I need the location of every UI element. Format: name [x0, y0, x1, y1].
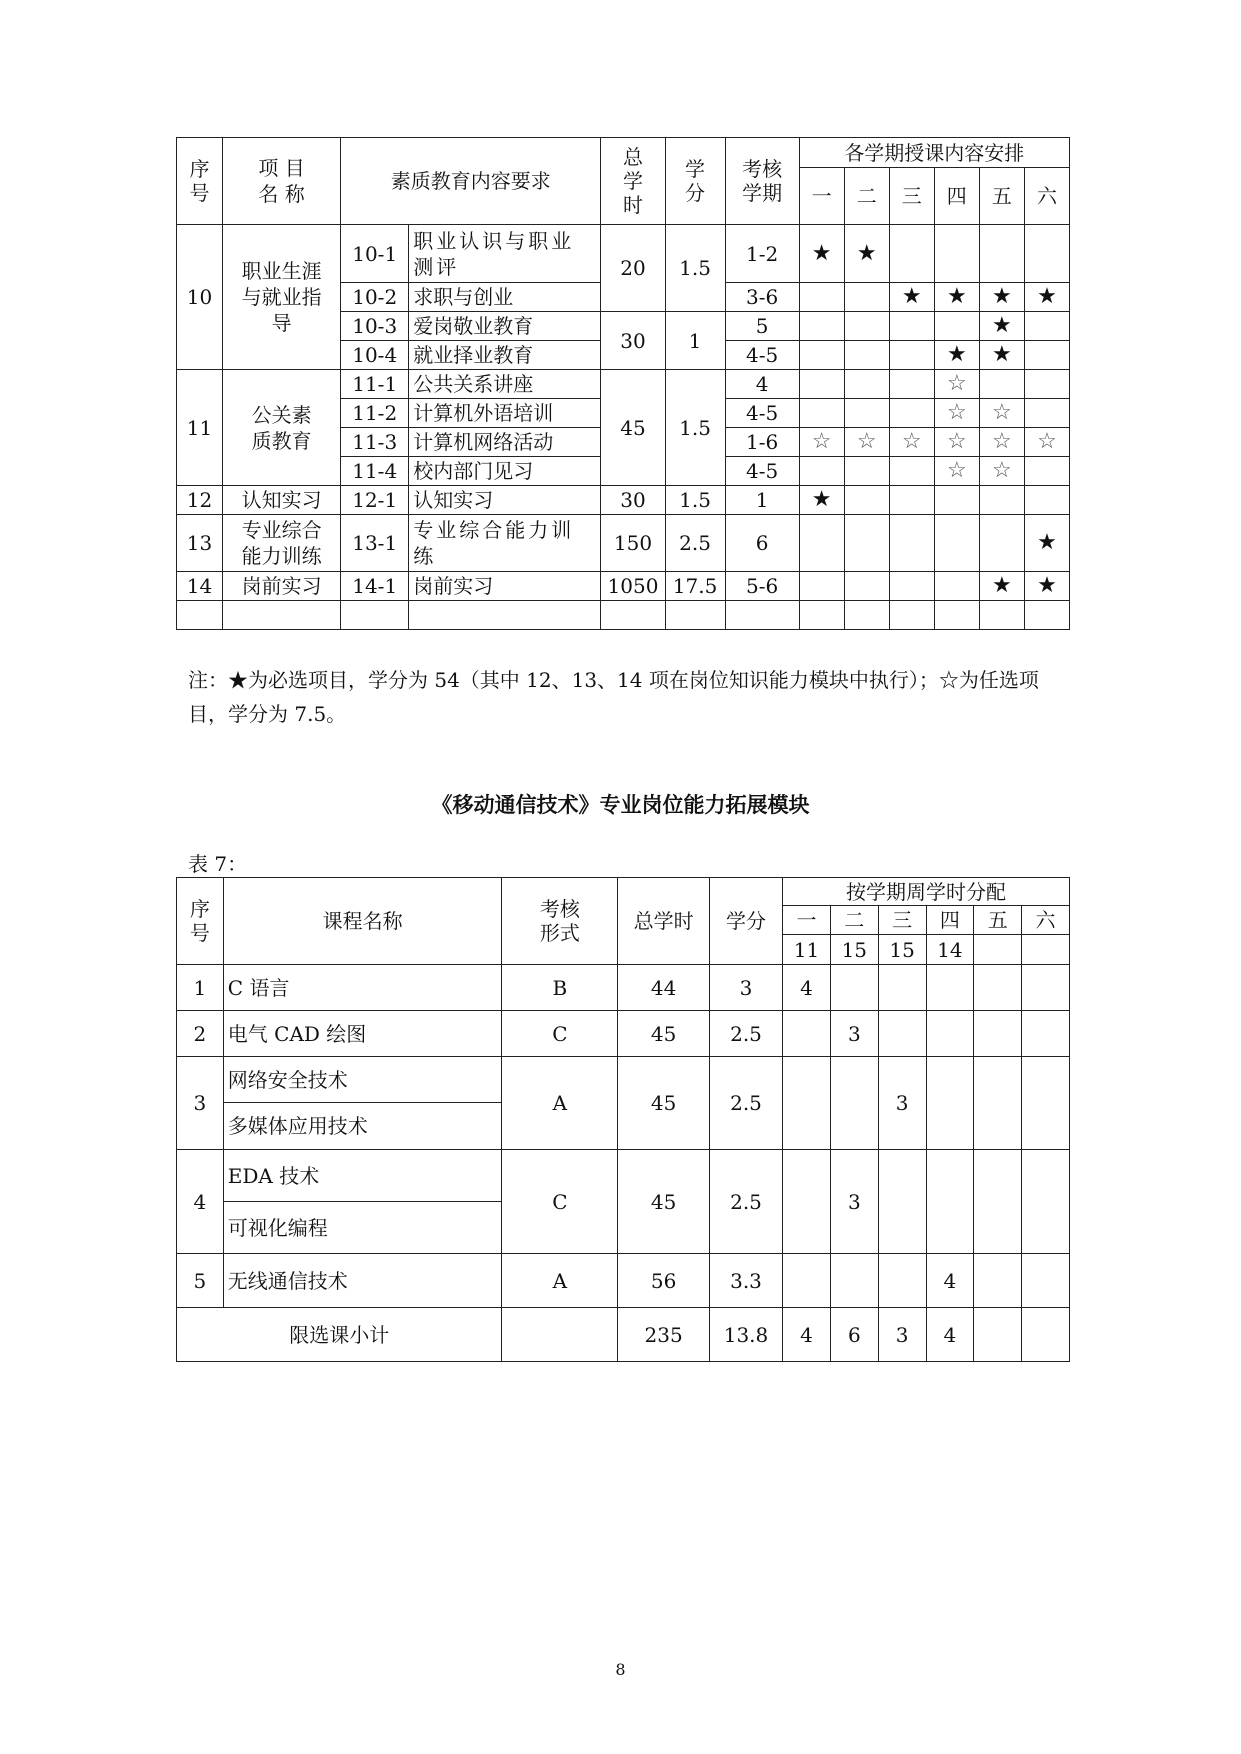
header-sem-5: 五 — [974, 906, 1022, 935]
item-name: 岗前实习 — [223, 572, 341, 601]
table-note: 注：★为必选项目，学分为 54（其中 12、13、14 项在岗位知识能力模块中执行）；☆为任选项目，学分为 7.5。 — [188, 668, 1039, 726]
item-code: 10-1 — [341, 225, 409, 283]
course-hrs — [878, 1150, 926, 1254]
group-seq: 11 — [177, 370, 223, 486]
item-content: 专业综合能力训练 — [409, 515, 601, 572]
header-sem-3: 三 — [889, 168, 934, 225]
table-row — [177, 370, 1070, 399]
mark: ☆ — [934, 457, 979, 486]
subtotal-hrs — [1022, 1308, 1070, 1362]
table-row — [177, 1057, 1070, 1103]
course-name: 网络安全技术 — [223, 1057, 502, 1103]
course-hrs — [974, 965, 1022, 1011]
table-row — [177, 965, 1070, 1011]
extension-module-table — [176, 877, 1070, 1362]
header-weeks — [974, 935, 1022, 965]
header-seq: 序号 — [177, 878, 224, 965]
item-content: 就业择业教育 — [409, 341, 601, 370]
course-name: 无线通信技术 — [223, 1254, 502, 1308]
item-hours: 150 — [601, 515, 665, 572]
header-name: 课程名称 — [223, 878, 502, 965]
course-hrs — [783, 1057, 831, 1150]
item-term: 4 — [725, 370, 799, 399]
course-hrs — [830, 1057, 878, 1150]
header-weeks: 11 — [783, 935, 831, 965]
course-hrs — [1022, 1057, 1070, 1150]
item-term: 5 — [725, 312, 799, 341]
quality-education-table — [176, 137, 1070, 630]
course-hrs — [878, 1254, 926, 1308]
mark — [799, 457, 844, 486]
table-row — [177, 572, 1070, 601]
header-hours: 总学时 — [601, 138, 665, 225]
mark — [934, 486, 979, 515]
mark: ★ — [979, 572, 1024, 601]
item-code: 14-1 — [341, 572, 409, 601]
mark — [799, 399, 844, 428]
header-sem-6: 六 — [1022, 906, 1070, 935]
course-hrs — [926, 1057, 974, 1150]
item-content: 认知实习 — [409, 486, 601, 515]
mark — [844, 515, 889, 572]
mark: ★ — [979, 283, 1024, 312]
item-content: 职业认识与职业测评 — [409, 225, 601, 283]
item-credit: 1.5 — [665, 225, 725, 312]
header-name: 项 目 名 称 — [223, 138, 341, 225]
item-content: 公共关系讲座 — [409, 370, 601, 399]
course-hours: 56 — [618, 1254, 710, 1308]
mark — [889, 399, 934, 428]
mark: ☆ — [799, 428, 844, 457]
course-hrs — [830, 965, 878, 1011]
course-hrs — [783, 1011, 831, 1057]
item-code: 11-4 — [341, 457, 409, 486]
mark: ☆ — [934, 428, 979, 457]
header-schedule: 各学期授课内容安排 — [799, 138, 1069, 168]
table-row — [177, 486, 1070, 515]
course-hours: 45 — [618, 1057, 710, 1150]
item-term: 4-5 — [725, 399, 799, 428]
header-weeks: 15 — [830, 935, 878, 965]
item-name: 专业综合能力训练 — [223, 515, 341, 572]
mark: ★ — [799, 225, 844, 283]
course-hrs — [783, 1150, 831, 1254]
group-name: 公关素质教育 — [223, 370, 341, 486]
item-credit: 17.5 — [665, 572, 725, 601]
mark — [889, 515, 934, 572]
table-row — [177, 1254, 1070, 1308]
course-hrs — [878, 1011, 926, 1057]
mark: ★ — [934, 341, 979, 370]
course-credit: 3 — [709, 965, 782, 1011]
course-hrs — [926, 1150, 974, 1254]
item-code: 10-4 — [341, 341, 409, 370]
item-code: 10-2 — [341, 283, 409, 312]
item-hours: 20 — [601, 225, 665, 312]
item-code: 13-1 — [341, 515, 409, 572]
table-row-empty — [177, 601, 1070, 630]
course-credit: 2.5 — [709, 1011, 782, 1057]
mark — [844, 399, 889, 428]
course-hours: 45 — [618, 1150, 710, 1254]
subtotal-hrs: 6 — [830, 1308, 878, 1362]
mark — [1024, 457, 1069, 486]
course-credit: 3.3 — [709, 1254, 782, 1308]
table-row — [177, 1150, 1070, 1202]
course-hrs — [783, 1254, 831, 1308]
table-row — [177, 515, 1070, 572]
header-weeks — [1022, 935, 1070, 965]
course-name: 电气 CAD 绘图 — [223, 1011, 502, 1057]
item-seq: 12 — [177, 486, 223, 515]
item-credit: 1 — [665, 312, 725, 370]
table-row — [177, 225, 1070, 283]
course-hours: 44 — [618, 965, 710, 1011]
mark — [889, 457, 934, 486]
item-content: 计算机外语培训 — [409, 399, 601, 428]
course-hrs — [974, 1150, 1022, 1254]
header-sem-6: 六 — [1024, 168, 1069, 225]
mark: ☆ — [934, 399, 979, 428]
mark — [799, 515, 844, 572]
group-seq: 10 — [177, 225, 223, 370]
course-seq: 1 — [177, 965, 224, 1011]
mark — [934, 225, 979, 283]
mark: ☆ — [934, 370, 979, 399]
mark — [934, 312, 979, 341]
subtotal-hrs: 4 — [783, 1308, 831, 1362]
subtotal-row — [177, 1308, 1070, 1362]
course-credit: 2.5 — [709, 1150, 782, 1254]
header-sem-5: 五 — [979, 168, 1024, 225]
mark — [799, 312, 844, 341]
course-seq: 4 — [177, 1150, 224, 1254]
item-hours: 45 — [601, 370, 665, 486]
course-seq: 3 — [177, 1057, 224, 1150]
item-name: 认知实习 — [223, 486, 341, 515]
mark: ☆ — [1024, 428, 1069, 457]
mark — [799, 283, 844, 312]
header-sem-1: 一 — [799, 168, 844, 225]
mark — [934, 572, 979, 601]
course-hours: 45 — [618, 1011, 710, 1057]
item-content: 计算机网络活动 — [409, 428, 601, 457]
header-sem-4: 四 — [926, 906, 974, 935]
course-name: 可视化编程 — [223, 1202, 502, 1254]
mark — [844, 341, 889, 370]
mark — [844, 457, 889, 486]
header-seq: 序号 — [177, 138, 223, 225]
course-hrs — [926, 1011, 974, 1057]
header-schedule: 按学期周学时分配 — [783, 878, 1070, 906]
mark: ★ — [799, 486, 844, 515]
mark — [889, 486, 934, 515]
mark — [844, 283, 889, 312]
mark: ★ — [1024, 283, 1069, 312]
mark — [979, 515, 1024, 572]
header-sem-1: 一 — [783, 906, 831, 935]
mark — [844, 486, 889, 515]
course-hrs — [878, 965, 926, 1011]
course-exam: A — [502, 1057, 618, 1150]
header-sem-2: 二 — [844, 168, 889, 225]
item-content: 爱岗敬业教育 — [409, 312, 601, 341]
item-term: 1 — [725, 486, 799, 515]
item-hours: 30 — [601, 312, 665, 370]
mark: ☆ — [889, 428, 934, 457]
mark — [889, 341, 934, 370]
item-content: 求职与创业 — [409, 283, 601, 312]
item-term: 6 — [725, 515, 799, 572]
course-hrs — [1022, 1254, 1070, 1308]
mark — [799, 572, 844, 601]
mark: ★ — [979, 341, 1024, 370]
header-hours: 总学时 — [618, 878, 710, 965]
page-number: 8 — [615, 1660, 626, 1679]
mark — [979, 370, 1024, 399]
course-hrs: 3 — [878, 1057, 926, 1150]
mark: ★ — [1024, 515, 1069, 572]
mark — [979, 486, 1024, 515]
mark — [844, 312, 889, 341]
item-credit: 1.5 — [665, 486, 725, 515]
item-seq: 14 — [177, 572, 223, 601]
mark — [934, 515, 979, 572]
mark — [799, 370, 844, 399]
item-term: 1-2 — [725, 225, 799, 283]
mark: ☆ — [979, 399, 1024, 428]
course-name: 多媒体应用技术 — [223, 1103, 502, 1150]
course-hrs — [830, 1254, 878, 1308]
mark — [1024, 312, 1069, 341]
table-row — [177, 1011, 1070, 1057]
header-credit: 学分 — [665, 138, 725, 225]
header-exam: 考核形式 — [502, 878, 618, 965]
mark — [889, 312, 934, 341]
item-code: 12-1 — [341, 486, 409, 515]
subtotal-hrs: 3 — [878, 1308, 926, 1362]
course-name: EDA 技术 — [223, 1150, 502, 1202]
mark: ★ — [844, 225, 889, 283]
item-hours: 30 — [601, 486, 665, 515]
course-hrs — [1022, 965, 1070, 1011]
item-term: 5-6 — [725, 572, 799, 601]
item-content: 岗前实习 — [409, 572, 601, 601]
mark: ★ — [934, 283, 979, 312]
course-hrs — [974, 1254, 1022, 1308]
item-code: 11-1 — [341, 370, 409, 399]
mark — [889, 572, 934, 601]
course-hrs — [1022, 1150, 1070, 1254]
header-credit: 学分 — [709, 878, 782, 965]
course-exam: A — [502, 1254, 618, 1308]
mark: ☆ — [844, 428, 889, 457]
subtotal-exam — [502, 1308, 618, 1362]
section-title: 《移动通信技术》专业岗位能力拓展模块 — [431, 793, 810, 817]
mark — [889, 370, 934, 399]
course-hrs — [974, 1011, 1022, 1057]
mark — [844, 572, 889, 601]
mark: ☆ — [979, 457, 1024, 486]
header-content: 素质教育内容要求 — [341, 138, 601, 225]
mark — [1024, 370, 1069, 399]
item-seq: 13 — [177, 515, 223, 572]
item-term: 4-5 — [725, 341, 799, 370]
item-term: 1-6 — [725, 428, 799, 457]
mark: ★ — [979, 312, 1024, 341]
header-weeks: 14 — [926, 935, 974, 965]
course-hrs — [974, 1057, 1022, 1150]
header-sem-3: 三 — [878, 906, 926, 935]
item-code: 11-2 — [341, 399, 409, 428]
header-weeks: 15 — [878, 935, 926, 965]
mark — [1024, 225, 1069, 283]
mark: ☆ — [979, 428, 1024, 457]
item-content: 校内部门见习 — [409, 457, 601, 486]
course-hrs: 4 — [926, 1254, 974, 1308]
mark — [844, 370, 889, 399]
mark: ★ — [889, 283, 934, 312]
subtotal-credit: 13.8 — [709, 1308, 782, 1362]
item-term: 3-6 — [725, 283, 799, 312]
header-term: 考核学期 — [725, 138, 799, 225]
course-seq: 5 — [177, 1254, 224, 1308]
course-hrs: 4 — [783, 965, 831, 1011]
course-name: C 语言 — [223, 965, 502, 1011]
item-credit: 1.5 — [665, 370, 725, 486]
course-exam: C — [502, 1011, 618, 1057]
mark — [979, 225, 1024, 283]
item-code: 10-3 — [341, 312, 409, 341]
course-hrs — [1022, 1011, 1070, 1057]
subtotal-hours: 235 — [618, 1308, 710, 1362]
mark — [1024, 341, 1069, 370]
mark — [1024, 399, 1069, 428]
course-exam: B — [502, 965, 618, 1011]
subtotal-label: 限选课小计 — [177, 1308, 502, 1362]
mark — [889, 225, 934, 283]
mark — [1024, 486, 1069, 515]
header-sem-4: 四 — [934, 168, 979, 225]
mark: ★ — [1024, 572, 1069, 601]
mark — [799, 341, 844, 370]
course-exam: C — [502, 1150, 618, 1254]
subtotal-hrs — [974, 1308, 1022, 1362]
item-code: 11-3 — [341, 428, 409, 457]
course-hrs: 3 — [830, 1150, 878, 1254]
course-credit: 2.5 — [709, 1057, 782, 1150]
table-label: 表 7： — [188, 852, 248, 876]
course-hrs: 3 — [830, 1011, 878, 1057]
header-sem-2: 二 — [830, 906, 878, 935]
subtotal-hrs: 4 — [926, 1308, 974, 1362]
course-hrs — [926, 965, 974, 1011]
item-hours: 1050 — [601, 572, 665, 601]
course-seq: 2 — [177, 1011, 224, 1057]
item-credit: 2.5 — [665, 515, 725, 572]
item-term: 4-5 — [725, 457, 799, 486]
group-name: 职业生涯与就业指导 — [223, 225, 341, 370]
